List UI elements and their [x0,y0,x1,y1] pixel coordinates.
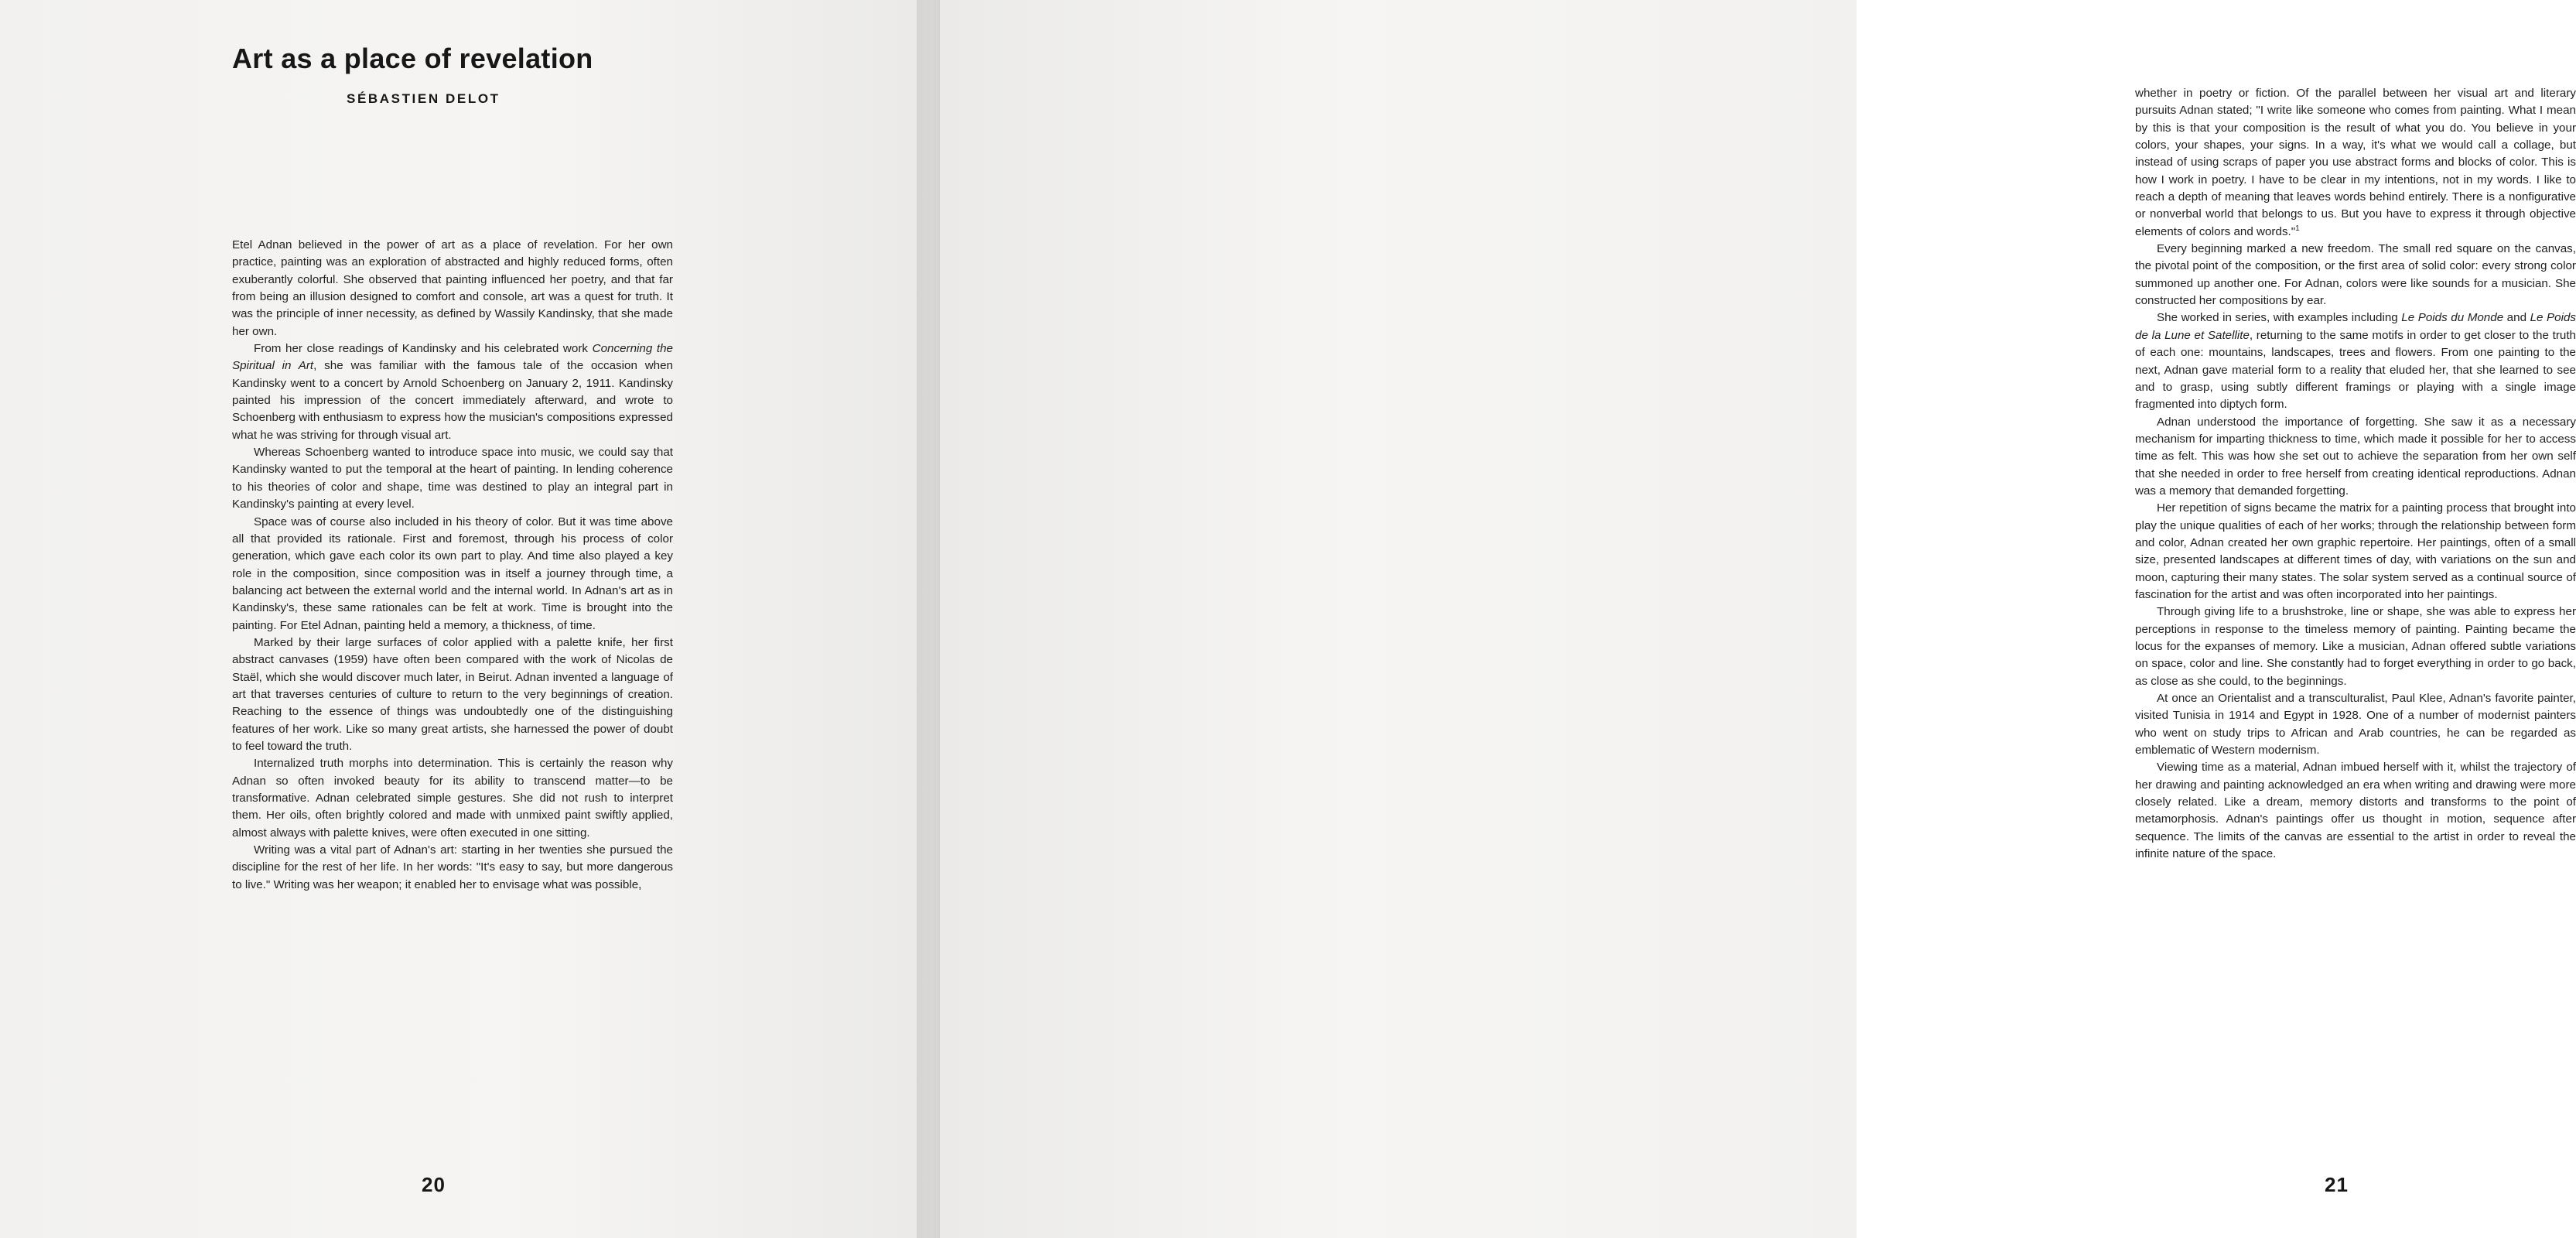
page-number-right: 21 [2325,1173,2349,1196]
title-block [232,43,696,107]
footnote-marker: 1 [2295,224,2300,233]
paragraph-text-part: From her close readings of Kandinsky and his celebrated work [254,342,593,356]
page-left [0,0,928,1238]
page-right [928,0,2576,1238]
work-title-italic: Le Poids de la Lune et Satellite [2135,311,2576,342]
paragraph: Writing was a vital part of Adnan's art: starting in her twenties she pursued the discipline for the rest of her life. In her words: "It's easy to say, but more dangerous to live." Writing was her weapon; it enabled her to envisage what was possible, [232,843,673,891]
paragraph: Through giving life to a brushstroke, line or shape, she was able to express her perceptions in response to the timeless memory of painting. Painting became the locus for the expanses of memory. Like a musician, Adnan offered subtle variations on space, color and line. She constantly had to forget everything in order to go back, as close as she could, to the beginnings. [2135,605,2576,688]
work-title-italic: Le Poids du Monde [2401,311,2504,325]
paragraph: Every beginning marked a new freedom. The small red square on the canvas, the pivotal point of the composition, or the first area of solid color: every strong color summoned up another one. For Adnan, colors were like sounds for a musician. She constructed her compositions by ear. [2135,242,2576,308]
paragraph-text-part: She worked in series, with examples including [2157,311,2402,325]
paragraph: Adnan understood the importance of forgetting. She saw it as a necessary mechanism for imparting thickness to time, which made it possible for her to access time as felt. This was how she set out to achieve the separation from her own self that she needed in order to free herself from creating identical reproductions. Adnan was a memory that demanded forgetting. [2135,415,2576,498]
paragraph-text-part: and [2503,311,2530,325]
body-column-left [232,237,673,894]
paragraph [2135,85,2576,241]
paragraph: Internalized truth morphs into determination. This is certainly the reason why Adnan so often invoked beauty for its ability to transcend matter—to be transformative. Adnan celebrated simple gestures. She did not rush to interpret them. Her oils, often brightly colored and made with unmixed paint swiftly applied, almost always with palette knives, were often executed in one sitting. [232,757,673,840]
paragraph: Space was of course also included in his theory of color. But it was time above all that provided its rationale. First and foremost, through his process of color generation, which gave each color its own part to play. And time also played a key role in the composition, since composition was in itself a journey through time, a balancing act between the external world and the internal world. In Adnan's art as in Kandinsky's, these same rationales can be felt at work. Time is brought into the painting. For Etel Adnan, painting held a memory, a thickness, of time. [232,515,673,632]
page-number-left: 20 [422,1173,446,1196]
paragraph: Marked by their large surfaces of color applied with a palette knife, her first abstract canvases (1959) have often been compared with the work of Nicolas de Staël, which she would discover much later, in Beirut. Adnan invented a language of art that traverses centuries of culture to return to the very beginnings of creation. Reaching to the essence of things was undoubtedly one of the distinguishing features of her work. Like so many great artists, she harnessed the power of doubt to feel toward the truth. [232,635,673,753]
paragraph-text-part: , she was familiar with the famous tale of the occasion when Kandinsky went to a concert by Arnold Schoenberg on January 2, 1911. Kandinsky painted his impression of the concert immediately afterward, and wrote to Schoenberg with enthusiasm to express how the musician's compositions expressed what he was striving for through visual art. [232,359,674,442]
page-title: Art as a place of revelation [232,43,593,74]
paragraph: At once an Orientalist and a transculturalist, Paul Klee, Adnan's favorite painter, visited Tunisia in 1914 and Egypt in 1928. One of a number of modernist painters who went on study trips to African and Arab countries, he can be regarded as emblematic of Western modernism. [2135,692,2576,758]
author-byline: SÉBASTIEN DELOT [347,91,501,107]
paragraph: Viewing time as a material, Adnan imbued herself with it, whilst the trajectory of her drawing and painting acknowledged an era when writing and drawing were more closely related. Like a dream, memory distorts and transforms to the point of metamorphosis. Adnan's paintings offer us thought in motion, sequence after sequence. The limits of the canvas are essential to the artist in order to reveal the infinite nature of the space. [2135,761,2576,861]
paragraph-text-part: , returning to the same motifs in order to get closer to the truth of each one: mountains, landscapes, trees and flowers. From one painting to the next, Adnan gave material form to a reality that eluded her, that she learned to see and to grasp, using subtly different framings or playing with a single image fragmented into diptych form. [2135,328,2576,412]
paragraph: Etel Adnan believed in the power of art as a place of revelation. For her own practice, painting was an exploration of abstracted and highly reduced forms, often exuberantly colorful. She observed that painting influenced her poetry, and that far from being an illusion designed to comfort and console, art was a quest for truth. It was the principle of inner necessity, as defined by Wassily Kandinsky, that she made her own. [232,238,673,338]
paragraph: Whereas Schoenberg wanted to introduce space into music, we could say that Kandinsky wanted to put the temporal at the heart of painting. In lending coherence to his theories of color and shape, time was destined to play an integral part in Kandinsky's painting at every level. [232,446,673,511]
body-column-right [2135,85,2576,863]
paragraph-text-part: whether in poetry or fiction. Of the parallel between her visual art and literary pursuits Adnan stated; "I write like someone who comes from painting. What I mean by this is that your composition is the result of what you do. You believe in your colors, your shapes, your signs. In a way, it's what we would call a collage, but instead of using scraps of paper you use abstract forms and blocks of color. This is how I work in poetry. I have to be clear in my intentions, not in my words. I like to reach a depth of meaning that leaves words behind entirely. There is a nonfigurative or nonverbal world that belongs to us. But you have to express it through objective elements of colors and words." [2135,87,2576,238]
book-title-italic: Concerning the Spiritual in Art [232,342,673,373]
paragraph [2135,310,2576,413]
paragraph [232,340,673,444]
paragraph: Her repetition of signs became the matrix for a painting process that brought into play the unique qualities of each of her works; through the relationship between form and color, Adnan created her own graphic repertoire. Her paintings, often of a small size, presented landscapes at different times of day, with variations on the sun and moon, capturing their many states. The solar system served as a continual source of fascination for the artist and was often incorporated into her paintings. [2135,501,2576,601]
